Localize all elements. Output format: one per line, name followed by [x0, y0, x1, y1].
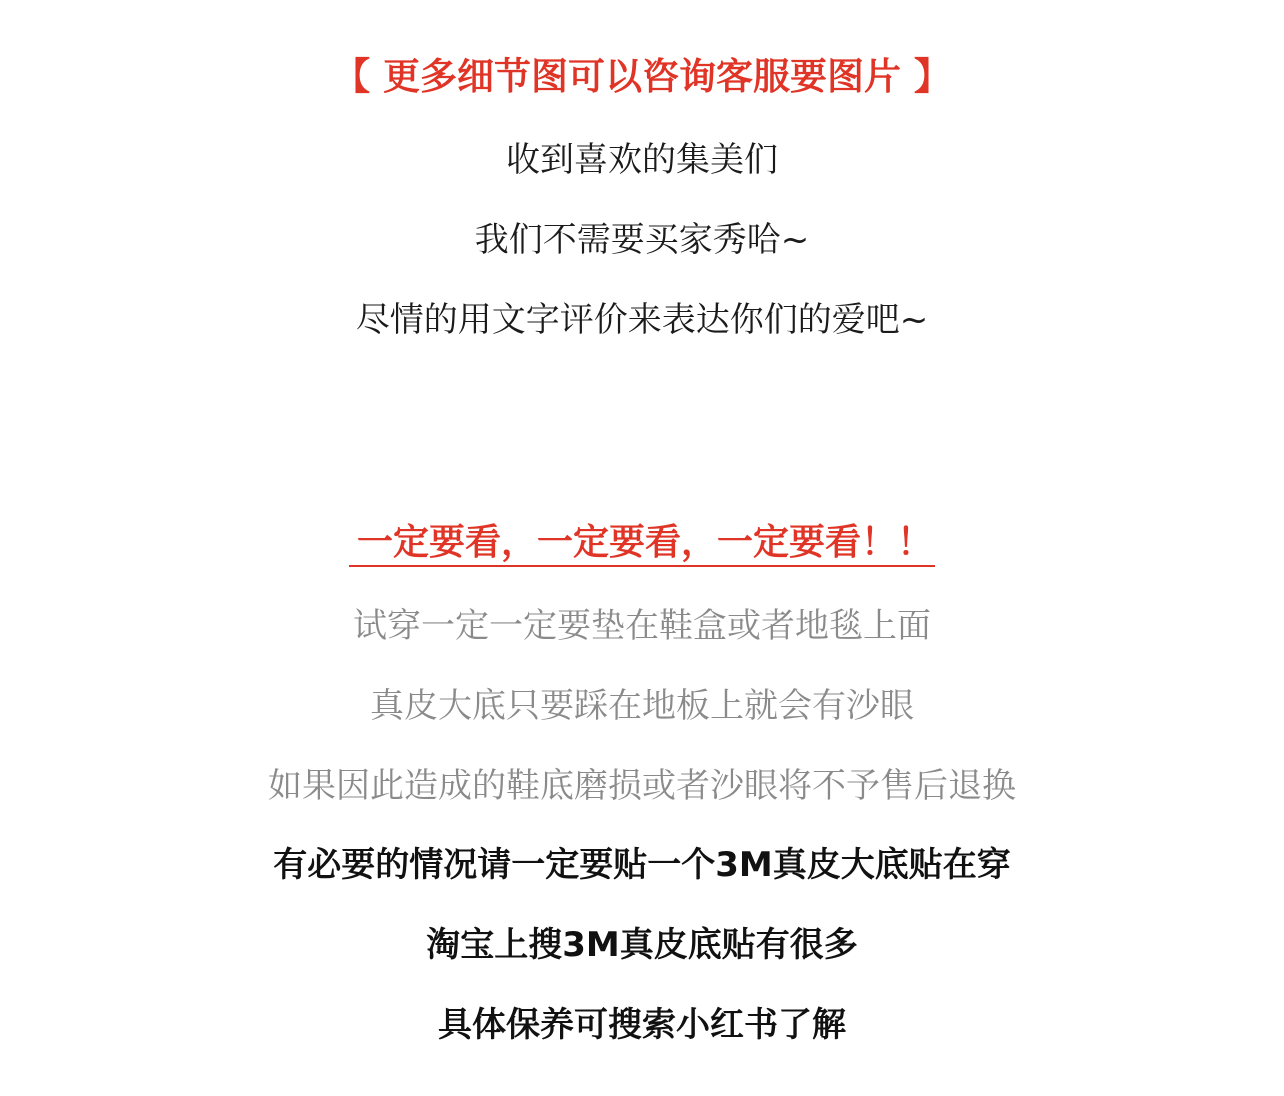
- advice-line-1: 有必要的情况请一定要贴一个3M真皮大底贴在穿: [273, 845, 1011, 885]
- advice-line-3: 具体保养可搜索小红书了解: [438, 1005, 846, 1045]
- warning-heading: [0, 522, 1284, 567]
- intro-line-1: 收到喜欢的集美们: [506, 140, 778, 180]
- caution-line-2: 真皮大底只要踩在地板上就会有沙眼: [370, 686, 914, 726]
- warning-heading-text: 一定要看，一定要看，一定要看！！: [349, 525, 935, 567]
- detail-images-headline: 【 更多细节图可以咨询客服要图片 】: [333, 55, 951, 98]
- caution-line-1: 试穿一定一定要垫在鞋盒或者地毯上面: [353, 606, 931, 646]
- advice-line-2: 淘宝上搜3M真皮底贴有很多: [426, 925, 858, 965]
- caution-line-3: 如果因此造成的鞋底磨损或者沙眼将不予售后退换: [268, 766, 1016, 806]
- intro-line-2: 我们不需要买家秀哈~: [474, 220, 810, 260]
- intro-line-3: 尽情的用文字评价来表达你们的爱吧~: [355, 300, 929, 340]
